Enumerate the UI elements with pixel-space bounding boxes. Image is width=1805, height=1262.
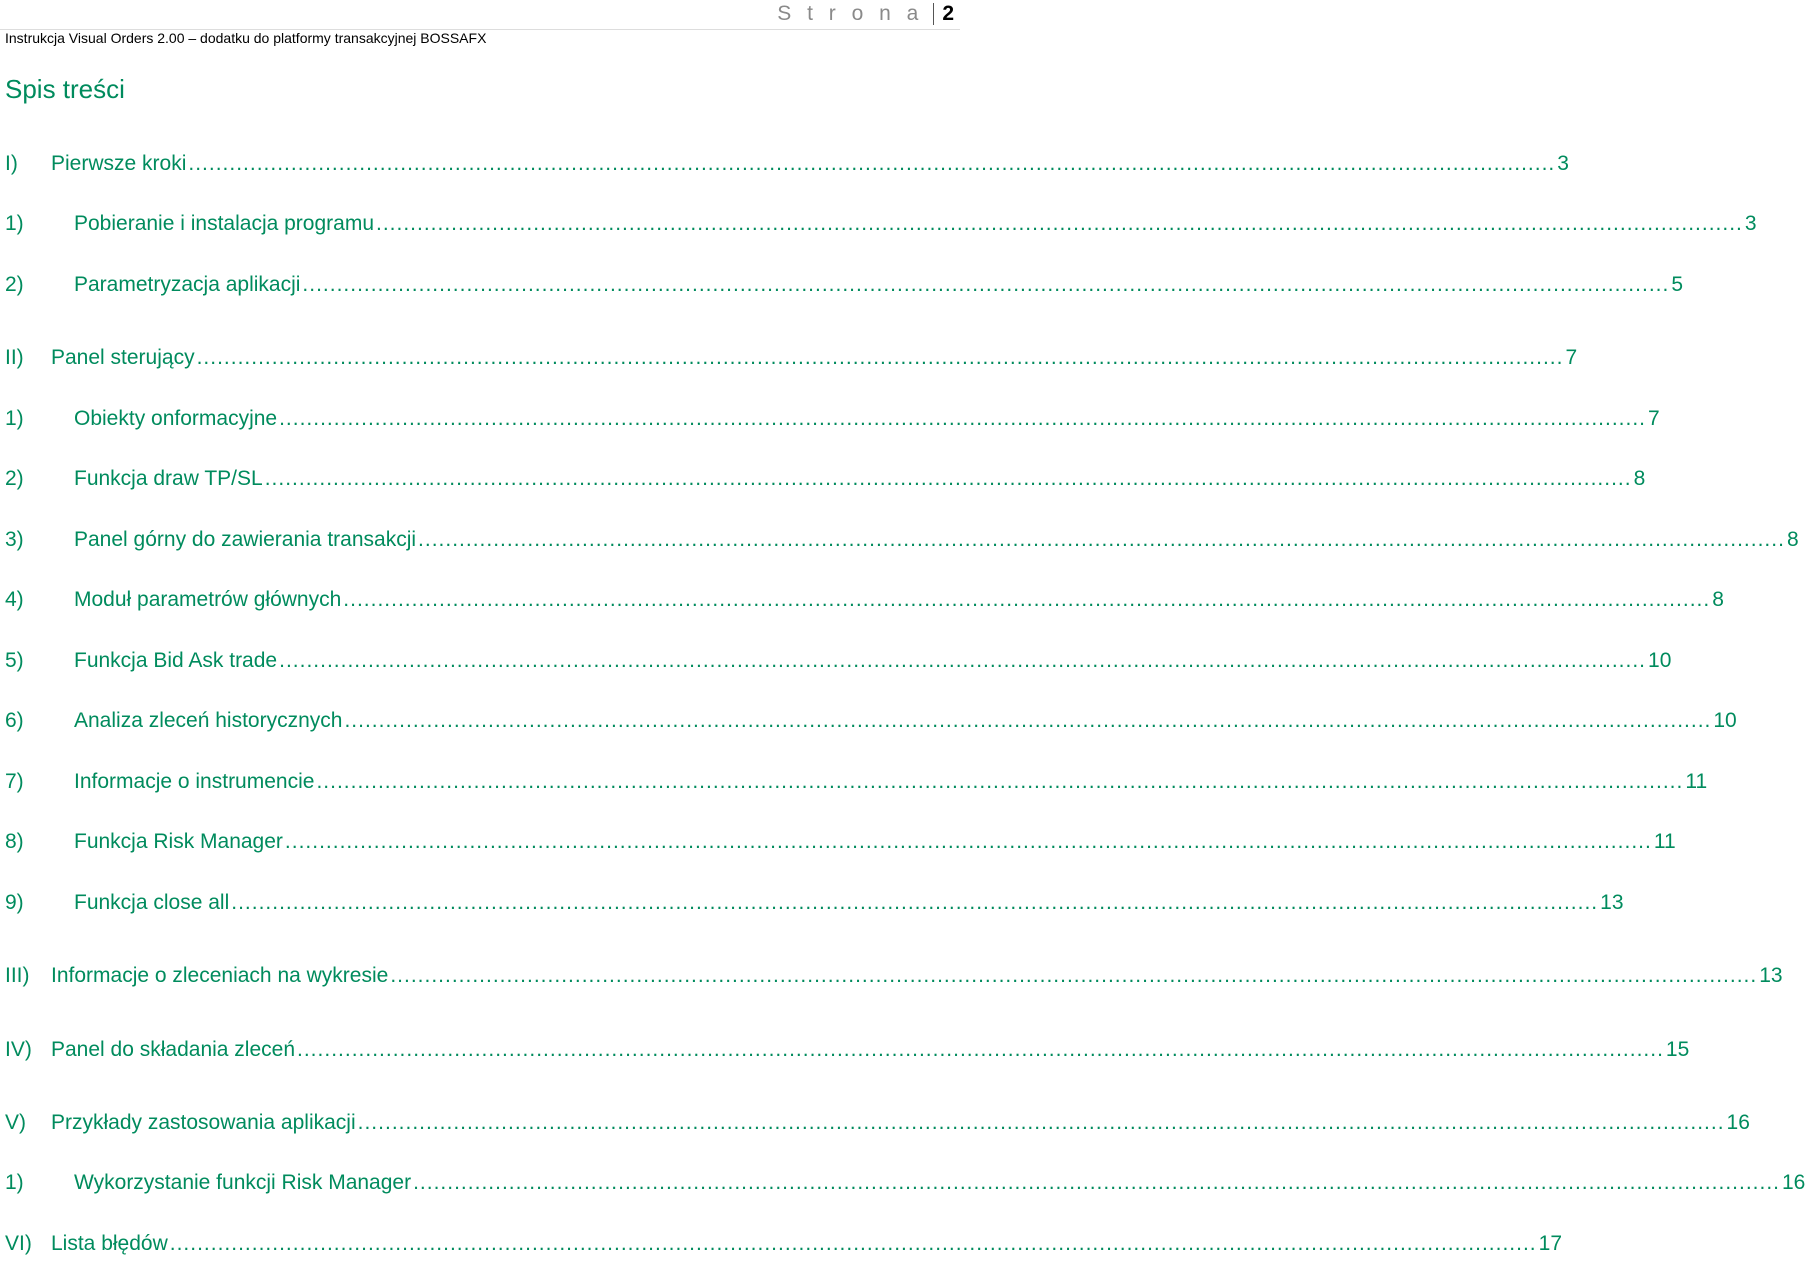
toc-entry-page: 13 — [1759, 964, 1783, 987]
toc-dot-leader: ........................................................................................................................................................................................................ — [196, 346, 1564, 369]
toc-entry-page: 16 — [1726, 1111, 1750, 1134]
toc-entry-text: Lista błędów — [51, 1232, 168, 1255]
page-header — [0, 0, 960, 56]
toc-dot-leader: ........................................................................................................................................................................................................ — [390, 964, 1758, 987]
toc-dot-leader: ........................................................................................................................................................................................................ — [376, 212, 1743, 235]
toc-entry[interactable] — [5, 1038, 1690, 1068]
toc-entry-text: Moduł parametrów głównych — [74, 588, 342, 611]
toc-entry-page: 3 — [1744, 212, 1757, 235]
page-separator — [933, 3, 934, 25]
toc-dot-leader: ........................................................................................................................................................................................................ — [188, 152, 1556, 175]
toc-dot-leader: ........................................................................................................................................................................................................ — [231, 891, 1599, 914]
toc-entry[interactable] — [5, 1232, 1563, 1262]
toc-entry[interactable] — [5, 1111, 1750, 1141]
toc-entry-number: 9) — [5, 891, 24, 914]
toc-dot-leader: ........................................................................................................................................................................................................ — [169, 1232, 1537, 1255]
toc-entry-number: 4) — [5, 588, 24, 611]
toc-dot-leader: ........................................................................................................................................................................................................ — [297, 1038, 1664, 1061]
toc-dot-leader: ........................................................................................................................................................................................................ — [418, 528, 1785, 551]
toc-entry-number: 2) — [5, 467, 24, 490]
toc-entry-number: IV) — [5, 1038, 32, 1061]
toc-entry[interactable] — [5, 528, 1799, 558]
toc-title: Spis treści — [5, 74, 125, 104]
toc-dot-leader: ........................................................................................................................................................................................................ — [343, 588, 1711, 611]
toc-entry-number: 7) — [5, 770, 24, 793]
toc-entry-text: Panel do składania zleceń — [51, 1038, 296, 1061]
toc-entry-page: 17 — [1538, 1232, 1563, 1255]
toc-entry[interactable] — [5, 649, 1672, 679]
toc-entry-page: 11 — [1685, 770, 1708, 793]
toc-dot-leader: ........................................................................................................................................................................................................ — [413, 1171, 1780, 1194]
toc-entry-number: VI) — [5, 1232, 32, 1255]
toc-entry-page: 7 — [1565, 346, 1578, 369]
toc-entry[interactable] — [5, 152, 1569, 182]
page-number: 2 — [942, 2, 954, 25]
toc-entry[interactable] — [5, 1171, 1805, 1201]
toc-entry[interactable] — [5, 964, 1783, 994]
toc-dot-leader: ........................................................................................................................................................................................................ — [344, 709, 1712, 732]
toc-entry-text: Informacje o instrumencie — [74, 770, 315, 793]
toc-entry[interactable] — [5, 709, 1737, 739]
toc-entry-page: 3 — [1557, 152, 1569, 175]
toc-entry-text: Pobieranie i instalacja programu — [74, 212, 374, 235]
toc-entry-page: 8 — [1633, 467, 1646, 490]
toc-entry-text: Funkcja draw TP/SL — [74, 467, 263, 490]
toc-entry-number: V) — [5, 1111, 26, 1134]
toc-entry-page: 11 — [1653, 830, 1676, 853]
toc-entry[interactable] — [5, 212, 1757, 242]
toc-entry-number: 1) — [5, 1171, 24, 1194]
toc-dot-leader: ........................................................................................................................................................................................................ — [302, 273, 1670, 296]
toc-entry-text: Funkcja Bid Ask trade — [74, 649, 278, 672]
toc-entry[interactable] — [5, 467, 1646, 497]
toc-entry-page: 5 — [1671, 273, 1684, 296]
toc-entry-number: 3) — [5, 528, 24, 551]
toc-entry-text: Pierwsze kroki — [51, 152, 187, 175]
toc-dot-leader: ........................................................................................................................................................................................................ — [279, 407, 1646, 430]
toc-entry-number: 2) — [5, 273, 24, 296]
toc-entry-text: Panel sterujący — [51, 346, 195, 369]
toc-entry-number: I) — [5, 152, 18, 175]
toc-dot-leader: ........................................................................................................................................................................................................ — [264, 467, 1632, 490]
toc-entry-text: Parametryzacja aplikacji — [74, 273, 301, 296]
toc-entry-number: III) — [5, 964, 30, 987]
toc-entry[interactable] — [5, 891, 1624, 921]
toc-entry[interactable] — [5, 273, 1684, 303]
toc-entry-number: 6) — [5, 709, 24, 732]
toc-entry-page: 8 — [1786, 528, 1799, 551]
toc-dot-leader: ........................................................................................................................................................................................................ — [316, 770, 1684, 793]
toc-dot-leader: ........................................................................................................................................................................................................ — [279, 649, 1647, 672]
toc-entry-page: 10 — [1648, 649, 1672, 672]
toc-entry-page: 16 — [1782, 1171, 1805, 1194]
toc-entry-page: 15 — [1665, 1038, 1690, 1061]
toc-entry-number: 1) — [5, 212, 24, 235]
strona-label: S t r o n a — [777, 2, 924, 25]
toc-entry-number: 8) — [5, 830, 24, 853]
toc-entry-text: Funkcja Risk Manager — [74, 830, 283, 853]
toc-entry-text: Analiza zleceń historycznych — [74, 709, 343, 732]
toc-entry-text: Panel górny do zawierania transakcji — [74, 528, 417, 551]
toc-entry-text: Wykorzystanie funkcji Risk Manager — [74, 1171, 412, 1194]
toc-entry-text: Obiekty onformacyjne — [74, 407, 278, 430]
toc-entry-page: 7 — [1648, 407, 1660, 430]
toc-entry[interactable] — [5, 770, 1708, 800]
toc-entry[interactable] — [5, 346, 1578, 376]
toc-dot-leader: ........................................................................................................................................................................................................ — [284, 830, 1652, 853]
toc-entry[interactable] — [5, 830, 1676, 860]
document-title: Instrukcja Visual Orders 2.00 – dodatku do platformy transakcyjnej BOSSAFX — [5, 30, 487, 46]
toc-entry[interactable] — [5, 588, 1724, 618]
toc-entry[interactable] — [5, 407, 1660, 437]
toc-entry-text: Przykłady zastosowania aplikacji — [51, 1111, 356, 1134]
toc-entry-page: 8 — [1712, 588, 1724, 611]
toc-dot-leader: ........................................................................................................................................................................................................ — [357, 1111, 1725, 1134]
toc-entry-number: 1) — [5, 407, 24, 430]
toc-entry-page: 13 — [1600, 891, 1624, 914]
toc-entry-number: 5) — [5, 649, 24, 672]
toc-entry-text: Funkcja close all — [74, 891, 230, 914]
toc-entry-page: 10 — [1713, 709, 1737, 732]
header-page-indicator — [777, 2, 954, 26]
toc-entry-number: II) — [5, 346, 24, 369]
toc-entry-text: Informacje o zleceniach na wykresie — [51, 964, 389, 987]
